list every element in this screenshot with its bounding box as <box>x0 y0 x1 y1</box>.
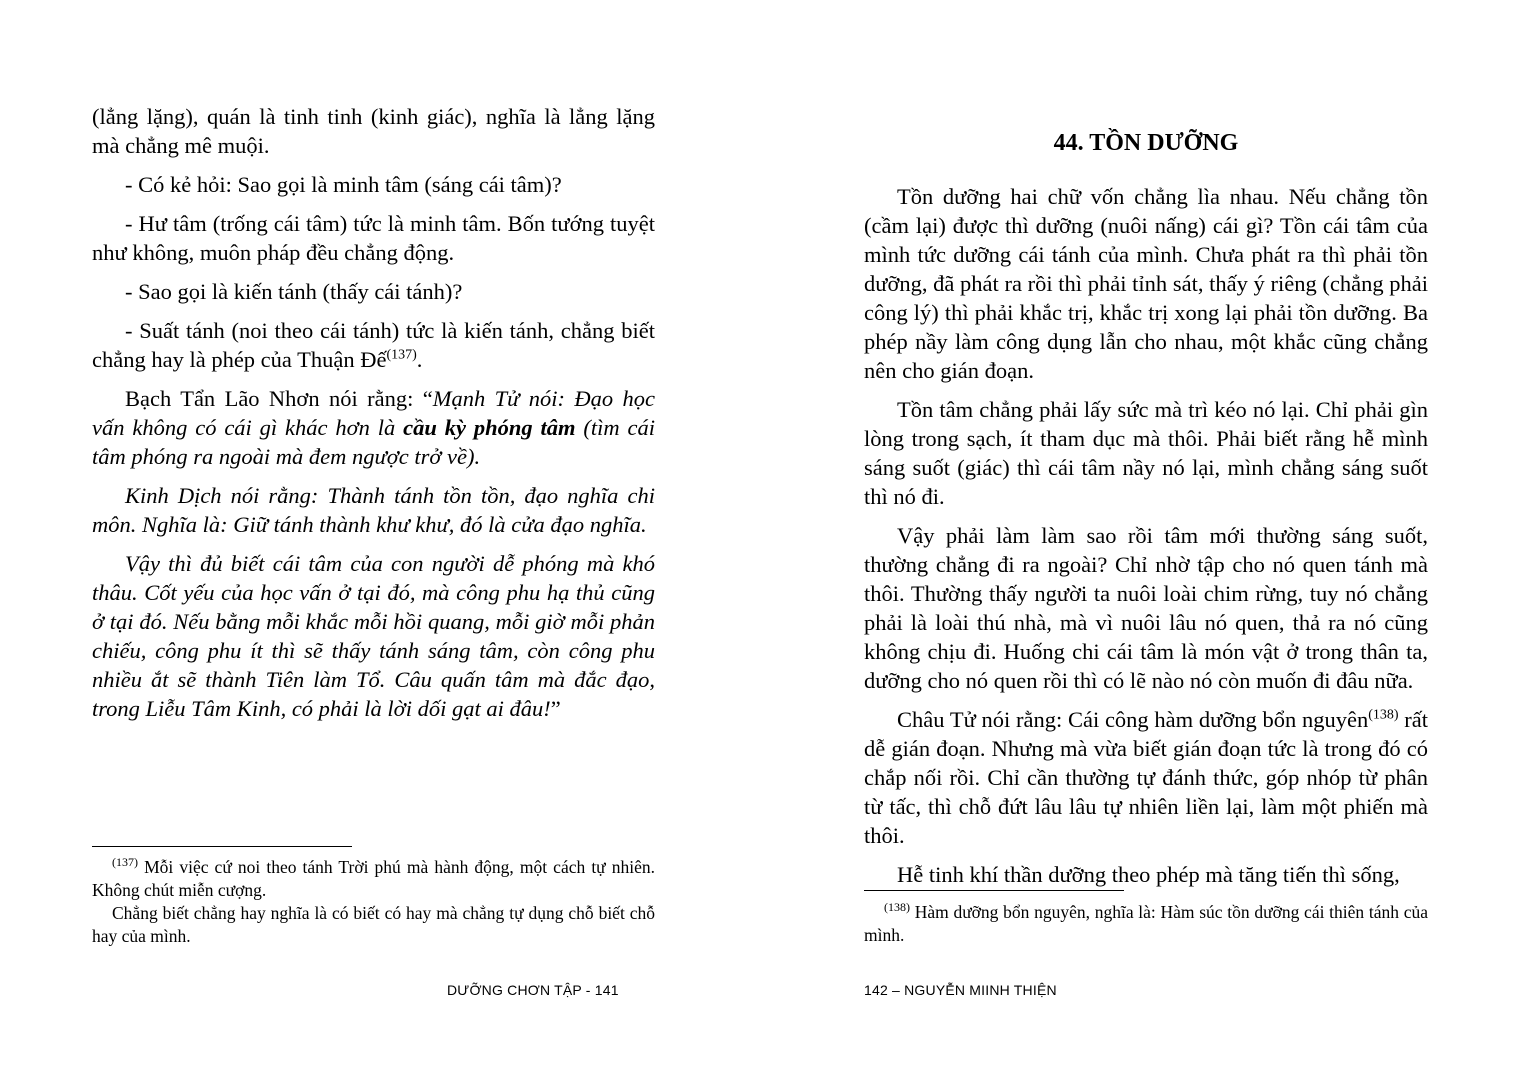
right-page-body <box>864 182 1428 899</box>
footnote-number: (138) <box>884 900 910 915</box>
paragraph: Tồn dưỡng hai chữ vốn chẳng lìa nhau. Nếu chẳng tồn (cầm lại) được thì dưỡng (nuôi nấng) cái gì? Tồn cái tâm của mình tức dưỡng cái tánh của mình. Chưa phát ra thì phải tồn dưỡng, đã phát ra rồi thì phải tỉnh sát, thấy ý riêng (chẳng phải công lý) thì phải khắc trị, khắc trị xong lại phải tồn dưỡng. Ba phép nầy làm công dụng lẫn cho nhau, một khắc cũng chẳng nên cho gián đoạn. <box>864 184 1428 383</box>
paragraph-italic <box>92 549 655 723</box>
paragraph: - Hư tâm (trống cái tâm) tức là minh tâm. Bốn tướng tuyệt như không, muôn pháp đều chẳng động. <box>92 211 655 265</box>
quote-emphasis: cầu kỳ phóng tâm <box>403 415 576 440</box>
paragraph-text: Châu Tử nói rằng: Cái công hàm dưỡng bổn nguyên <box>897 707 1369 732</box>
quote-text: Mạnh Tử nói: Đạo học vấn không có cái gì khác hơn là <box>92 386 655 440</box>
paragraph: - Có kẻ hỏi: Sao gọi là minh tâm (sáng cái tâm)? <box>125 172 562 197</box>
chapter-title: 44. TỒN DƯỠNG <box>1053 130 1239 156</box>
footnote-text: Mỗi việc cứ noi theo tánh Trời phú mà hành động, một cách tự nhiên. Không chút miễn cượng. <box>92 857 655 900</box>
paragraph-quote <box>92 384 655 471</box>
right-footnotes <box>864 901 1428 947</box>
quote-intro: Bạch Tẩn Lão Nhơn nói rằng: “ <box>125 386 433 411</box>
paragraph-text: rất dễ gián đoạn. Nhưng mà vừa biết gián đoạn tức là trong đó có chắp nối rồi. Chỉ cần thường tự đánh thức, góp nhóp từ phân từ tấc, thì chỗ đứt lâu lâu tự nhiên liền lại, làm một phiến mà thôi. <box>864 707 1428 848</box>
paragraph-text: - Suất tánh (noi theo cái tánh) tức là kiến tánh, chẳng biết chẳng hay là phép của Thuận Đế <box>92 318 655 372</box>
left-footnotes <box>92 856 655 948</box>
left-page-body <box>92 102 655 733</box>
page-footer: 142 – NGUYỄN MIINH THIỆN <box>864 982 1057 998</box>
footnote: Chẳng biết chẳng hay nghĩa là có biết có hay mà chẳng tự dụng chỗ biết chỗ hay của mình. <box>92 903 655 946</box>
paragraph: (lẳng lặng), quán là tinh tinh (kinh giác), nghĩa là lẳng lặng mà chẳng mê muội. <box>92 104 655 158</box>
footnote-ref-137: (137) <box>386 347 417 363</box>
footnote-divider <box>92 846 352 847</box>
closing-quote: ” <box>550 696 561 721</box>
footnote <box>864 901 1428 947</box>
page-footer: DƯỠNG CHƠN TẬP - 141 <box>447 982 619 998</box>
paragraph <box>92 316 655 374</box>
left-page <box>92 0 655 1076</box>
footnote-number: (137) <box>112 855 138 870</box>
footnote <box>92 856 655 902</box>
footnote-text: Hàm dưỡng bổn nguyên, nghĩa là: Hàm súc tồn dưỡng cái thiên tánh của mình. <box>864 902 1428 945</box>
right-page <box>864 0 1428 1076</box>
paragraph-italic: Kinh Dịch nói rằng: Thành tánh tồn tồn, đạo nghĩa chi môn. Nghĩa là: Giữ tánh thành khư khư, đó là cửa đạo nghĩa. <box>92 483 655 537</box>
paragraph: Vậy phải làm làm sao rồi tâm mới thường sáng suốt, thường chẳng đi ra ngoài? Chỉ nhờ tập cho nó quen tánh mà thôi. Thường thấy người ta nuôi loài chim rừng, tuy nó chẳng phải là loài thú nhà, mà vì nuôi lâu nó quen, thả ra nó cũng không chịu đi. Huống chi cái tâm là món vật ở trong thân ta, dưỡng cho nó quen rồi thì có lẽ nào nó còn muốn đi đâu nữa. <box>864 523 1428 693</box>
paragraph: Tồn tâm chẳng phải lấy sức mà trì kéo nó lại. Chỉ phải gìn lòng trong sạch, ít tham dục mà thôi. Phải biết rằng hễ mình sáng suốt (giác) thì cái tâm nầy nó lại, mình chẳng sáng suốt thì nó đi. <box>864 397 1428 509</box>
paragraph-text: Vậy thì đủ biết cái tâm của con người dễ phóng mà khó thâu. Cốt yếu của học vấn ở tại đó, mà công phu hạ thủ cũng ở tại đó. Nếu bằng mỗi khắc mỗi hồi quang, mỗi giờ mỗi phản chiếu, công phu ít thì sẽ thấy tánh sáng tâm, còn công phu nhiều ắt sẽ thành Tiên làm Tổ. Câu quấn tâm mà đắc đạo, trong Liễu Tâm Kinh, có phải là lời dối gạt ai đâu! <box>92 551 655 721</box>
footnote-ref-138: (138) <box>1368 707 1399 723</box>
footnote-divider <box>864 890 1124 891</box>
paragraph-end: . <box>416 347 423 372</box>
paragraph: - Sao gọi là kiến tánh (thấy cái tánh)? <box>125 279 463 304</box>
paragraph: Hễ tinh khí thần dưỡng theo phép mà tăng tiến thì sống, <box>897 862 1400 887</box>
paragraph <box>864 705 1428 850</box>
quote-text-end: (tìm cái tâm phóng ra ngoài mà đem ngược trở về). <box>92 415 655 469</box>
